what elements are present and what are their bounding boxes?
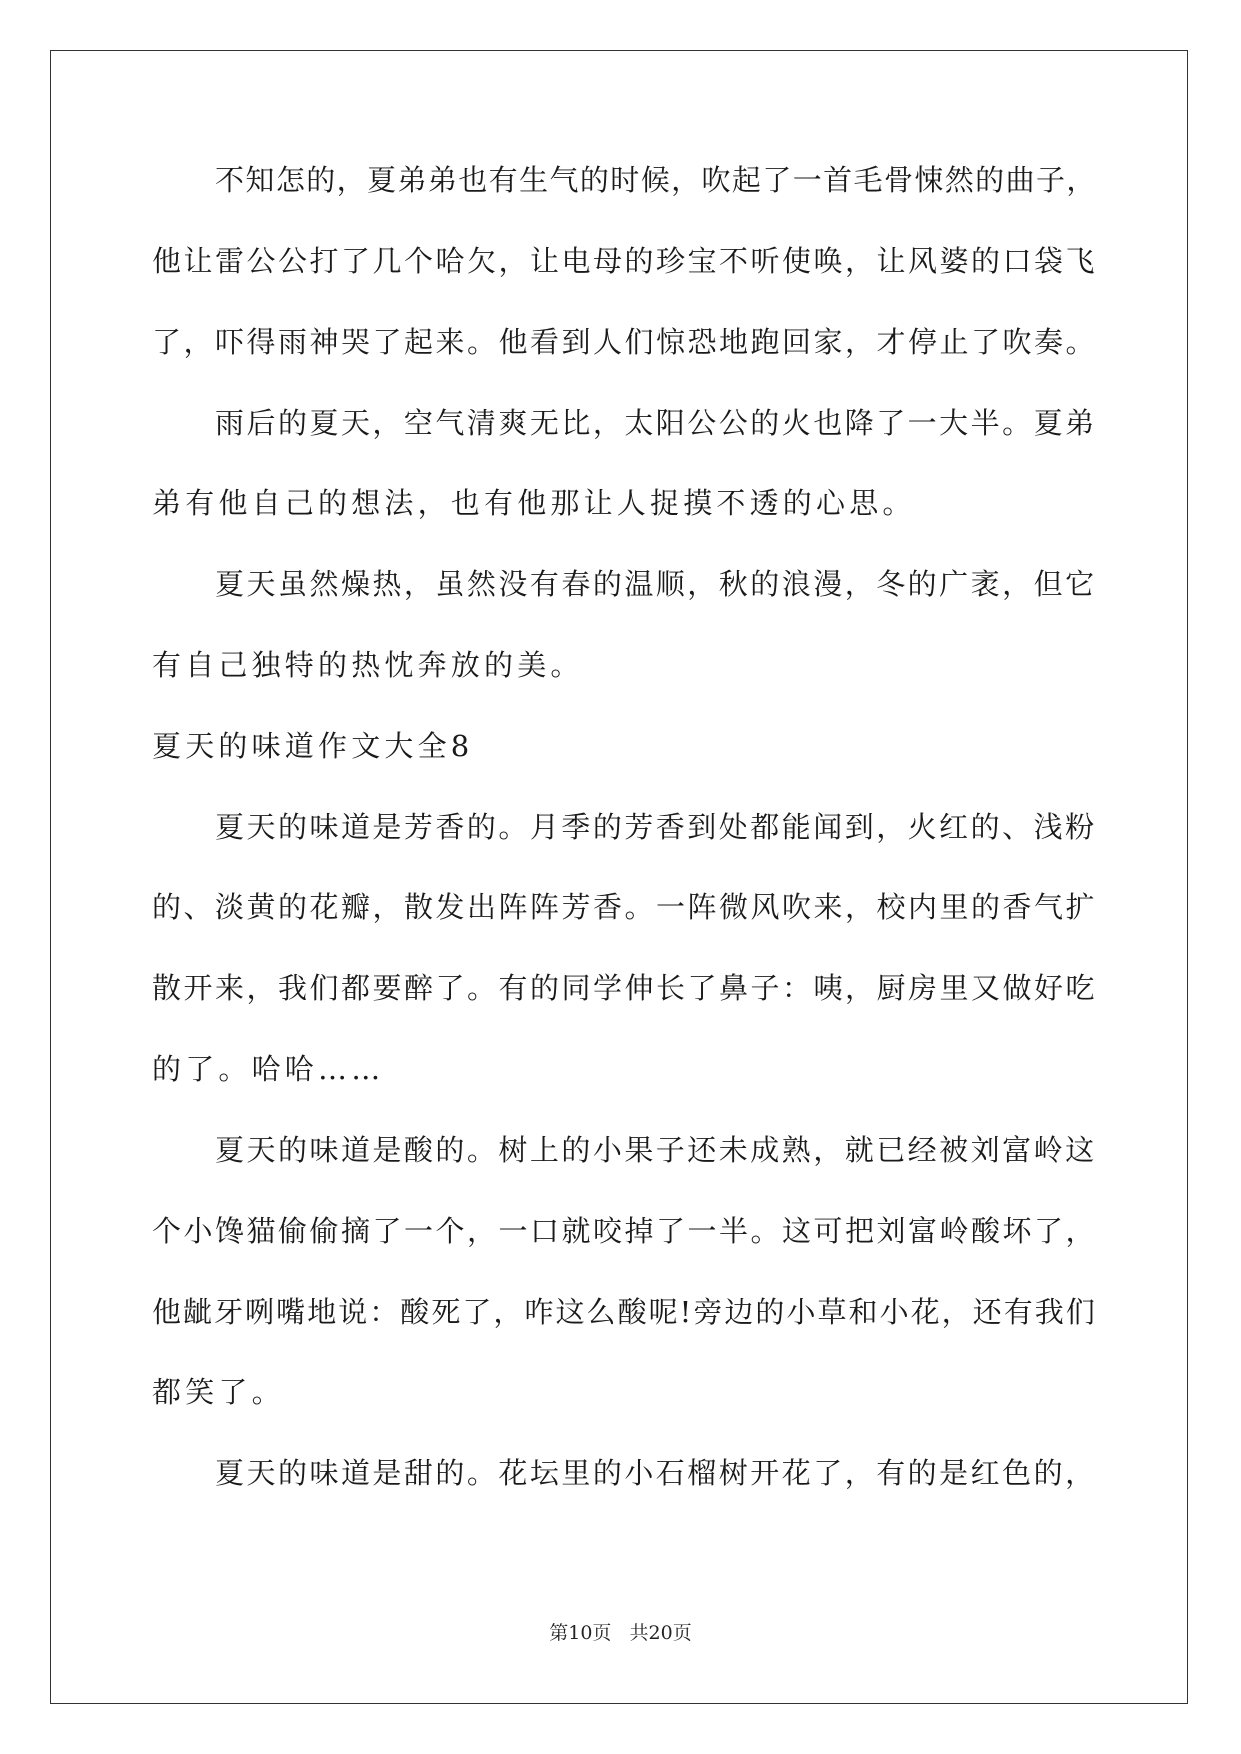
section-heading: 夏天的味道作文大全8 xyxy=(152,729,474,763)
paragraph-line: 不知怎的，夏弟弟也有生气的时候，吹起了一首毛骨悚然的曲子， xyxy=(215,163,1097,197)
paragraph-line: 了，吓得雨神哭了起来。他看到人们惊恐地跑回家，才停止了吹奏。 xyxy=(152,325,1098,359)
paragraph-line: 夏天的味道是芳香的。月季的芳香到处都能闻到，火红的、浅粉 xyxy=(215,810,1097,844)
paragraph-line: 夏天的味道是甜的。花坛里的小石榴树开花了，有的是红色的， xyxy=(215,1456,1097,1490)
paragraph-line: 有自己独特的热忱奔放的美。 xyxy=(152,648,584,682)
paragraph-line: 夏天虽然燥热，虽然没有春的温顺，秋的浪漫，冬的广袤，但它 xyxy=(215,567,1097,601)
paragraph-line: 夏天的味道是酸的。树上的小果子还未成熟，就已经被刘富岭这 xyxy=(215,1133,1097,1167)
paragraph-line: 他龇牙咧嘴地说：酸死了，咋这么酸呢!旁边的小草和小花，还有我们 xyxy=(152,1295,1097,1329)
paragraph-line: 都笑了。 xyxy=(152,1375,285,1409)
paragraph-line: 的了。哈哈…… xyxy=(152,1052,385,1086)
paragraph-line: 散开来，我们都要醉了。有的同学伸长了鼻子：咦，厨房里又做好吃 xyxy=(152,971,1098,1005)
page-number-footer: 第10页 共20页 xyxy=(549,1622,692,1644)
paragraph-line: 他让雷公公打了几个哈欠，让电母的珍宝不听使唤，让风婆的口袋飞 xyxy=(152,244,1098,278)
paragraph-line: 个小馋猫偷偷摘了一个，一口就咬掉了一半。这可把刘富岭酸坏了， xyxy=(152,1214,1098,1248)
paragraph-line: 的、淡黄的花瓣，散发出阵阵芳香。一阵微风吹来，校内里的香气扩 xyxy=(152,890,1098,924)
paragraph-line: 雨后的夏天，空气清爽无比，太阳公公的火也降了一大半。夏弟 xyxy=(215,406,1097,440)
paragraph-line: 弟有他自己的想法，也有他那让人捉摸不透的心思。 xyxy=(152,486,916,520)
